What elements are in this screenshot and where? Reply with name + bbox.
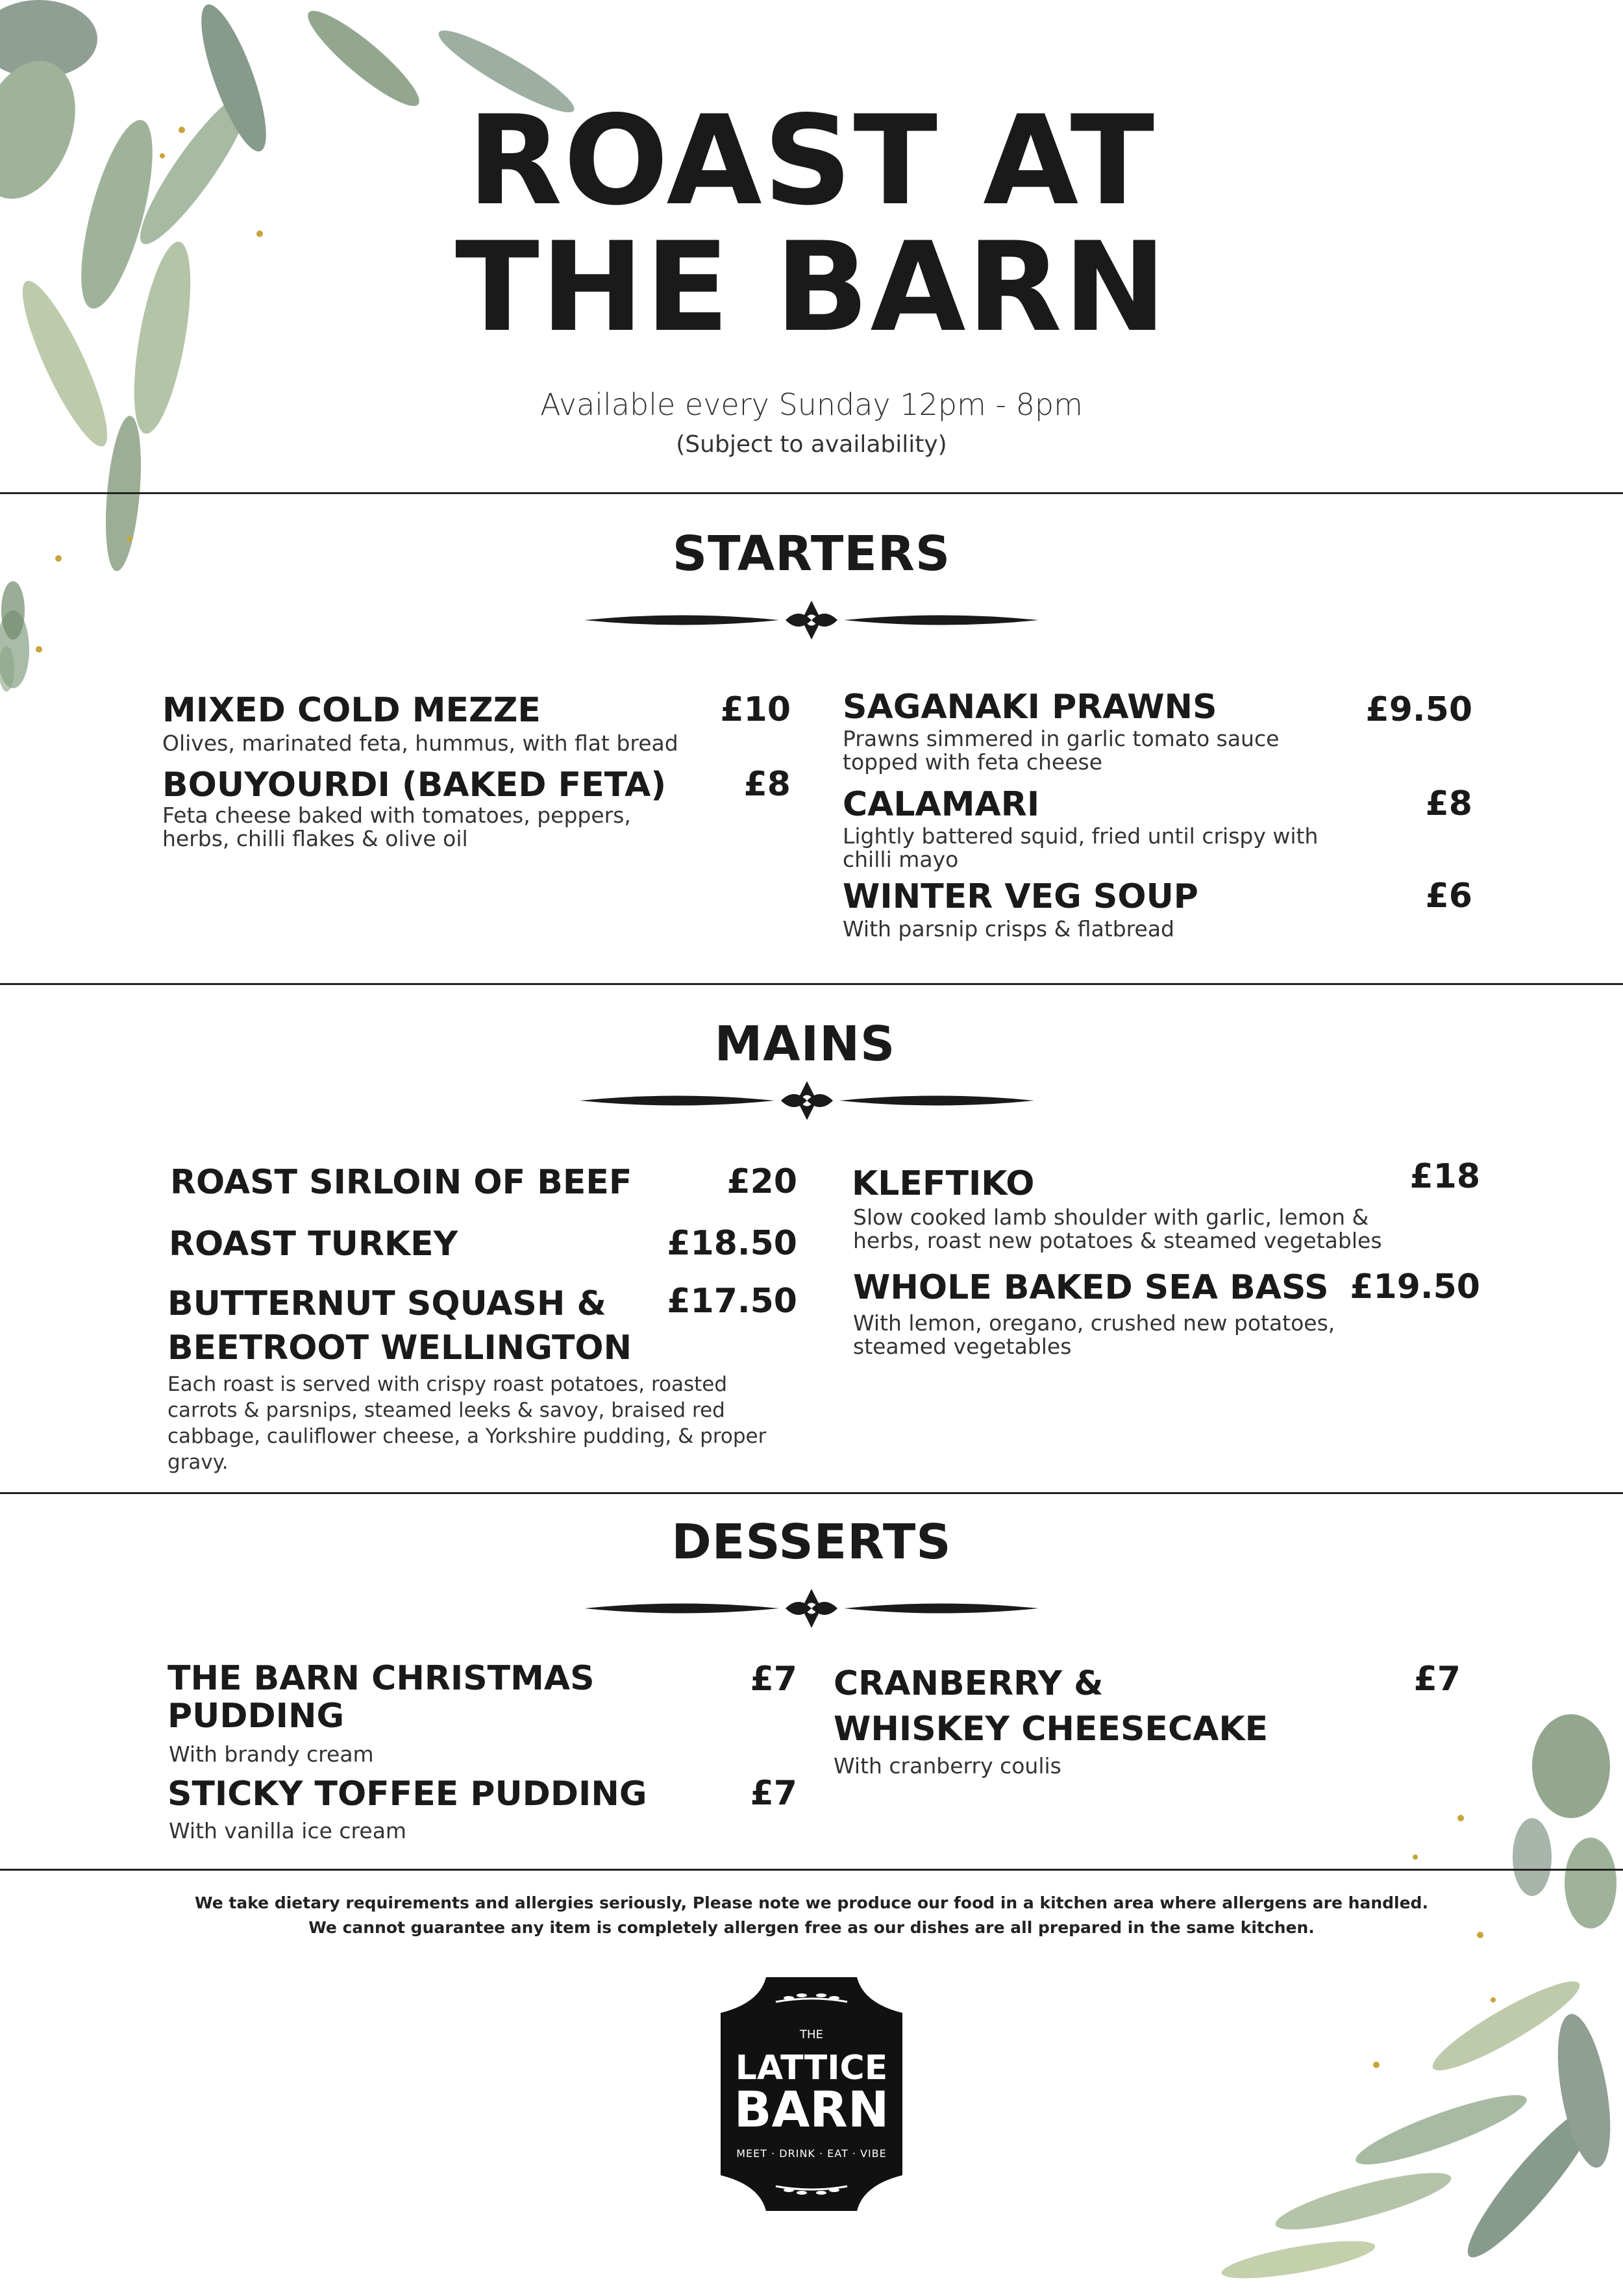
menu-item-name: CRANBERRY & WHISKEY CHEESECAKE: [834, 1664, 1269, 1749]
menu-item-price: £20: [726, 1162, 797, 1201]
allergy-line-1: We take dietary requirements and allergies seriously, Please note we produce our food in a kitchen area where allergens are handled.: [195, 1893, 1428, 1912]
menu-item-name: ROAST TURKEY: [169, 1225, 458, 1264]
menu-item-description: With brandy cream: [169, 1741, 374, 1767]
page-title: [0, 89, 1623, 359]
logo-line-1: LATTICE: [735, 2049, 888, 2088]
menu-item-name: BOUYOURDI (BAKED FETA): [162, 766, 667, 805]
menu-item-price: £6: [1425, 877, 1472, 916]
menu-item-name: STICKY TOFFEE PUDDING: [167, 1775, 647, 1814]
menu-item-price: £8: [743, 765, 791, 804]
menu-item-description: Olives, marinated feta, hummus, with flat bread: [162, 730, 678, 756]
menu-item-name: MIXED COLD MEZZE: [162, 691, 541, 730]
menu-item-name: THE BARN CHRISTMAS PUDDING: [167, 1659, 595, 1736]
allergy-notice: [0, 1891, 1623, 1940]
menu-item-description: Slow cooked lamb shoulder with garlic, lemon & herbs, roast new potatoes & steamed vegetables: [853, 1204, 1382, 1253]
lattice-barn-logo: [721, 1977, 902, 2211]
menu-item-price: £7: [1413, 1660, 1461, 1699]
menu-item-name: WINTER VEG SOUP: [843, 877, 1198, 916]
logo-small-text: THE: [800, 2028, 823, 2041]
menu-item-description: With parsnip crisps & flatbread: [843, 916, 1175, 942]
desserts-heading: DESSERTS: [671, 1514, 952, 1570]
starters-heading: STARTERS: [672, 526, 951, 582]
menu-item-price: £8: [1425, 784, 1472, 823]
divider-top: [0, 492, 1623, 494]
roast-accompaniments-note: Each roast is served with crispy roast potatoes, roasted carrots & parsnips, steamed leeks & savoy, braised red cabbage, cauliflower cheese, a Yorkshire pudding, & proper gravy.: [167, 1373, 767, 1474]
title-line-2: THE BARN: [455, 216, 1168, 359]
menu-item-description: Lightly battered squid, fried until crispy with chilli mayo: [843, 823, 1319, 872]
availability-subtitle: Available every Sunday 12pm - 8pm: [540, 387, 1083, 422]
ornament-divider-icon: [584, 597, 1039, 643]
menu-item-description: With vanilla ice cream: [169, 1818, 407, 1843]
menu-item-price: £18: [1409, 1157, 1480, 1196]
menu-item-price: £18.50: [667, 1224, 797, 1263]
menu-item-price: £7: [750, 1774, 797, 1813]
menu-item-price: £17.50: [667, 1282, 797, 1321]
title-line-1: ROAST AT: [467, 89, 1156, 232]
divider-desserts: [0, 1869, 1623, 1871]
menu-item-description: Feta cheese baked with tomatoes, peppers, herbs, chilli flakes & olive oil: [162, 803, 631, 851]
availability-note: (Subject to availability): [676, 431, 947, 458]
divider-starters: [0, 983, 1623, 985]
foliage-bottom-right-decoration: [1169, 1688, 1623, 2296]
menu-item-name: ROAST SIRLOIN OF BEEF: [170, 1163, 632, 1202]
menu-item-price: £19.50: [1350, 1267, 1480, 1306]
ornament-divider-icon: [584, 1586, 1039, 1631]
foliage-left-small-decoration: [0, 571, 39, 701]
menu-item-name: KLEFTIKO: [852, 1164, 1035, 1203]
menu-item-name: BUTTERNUT SQUASH & BEETROOT WELLINGTON: [167, 1284, 632, 1367]
menu-item-price: £9.50: [1365, 690, 1472, 729]
menu-item-description: With cranberry coulis: [834, 1753, 1061, 1778]
menu-item-description: With lemon, oregano, crushed new potatoes, steamed vegetables: [853, 1310, 1335, 1359]
divider-mains: [0, 1492, 1623, 1494]
logo-tagline: MEET · DRINK · EAT · VIBE: [736, 2147, 887, 2160]
menu-item-name: CALAMARI: [843, 785, 1040, 824]
menu-item-name: SAGANAKI PRAWNS: [843, 688, 1217, 727]
logo-line-2: BARN: [734, 2080, 889, 2138]
mains-heading: MAINS: [714, 1016, 896, 1072]
allergy-line-2: We cannot guarantee any item is completely allergen free as our dishes are all prepared in the same kitchen.: [308, 1918, 1315, 1937]
menu-item-name: WHOLE BAKED SEA BASS: [853, 1268, 1329, 1307]
menu-item-price: £10: [720, 690, 791, 729]
menu-item-description: Prawns simmered in garlic tomato sauce topped with feta cheese: [843, 726, 1280, 775]
menu-item-price: £7: [750, 1660, 797, 1699]
ornament-divider-icon: [580, 1078, 1034, 1123]
